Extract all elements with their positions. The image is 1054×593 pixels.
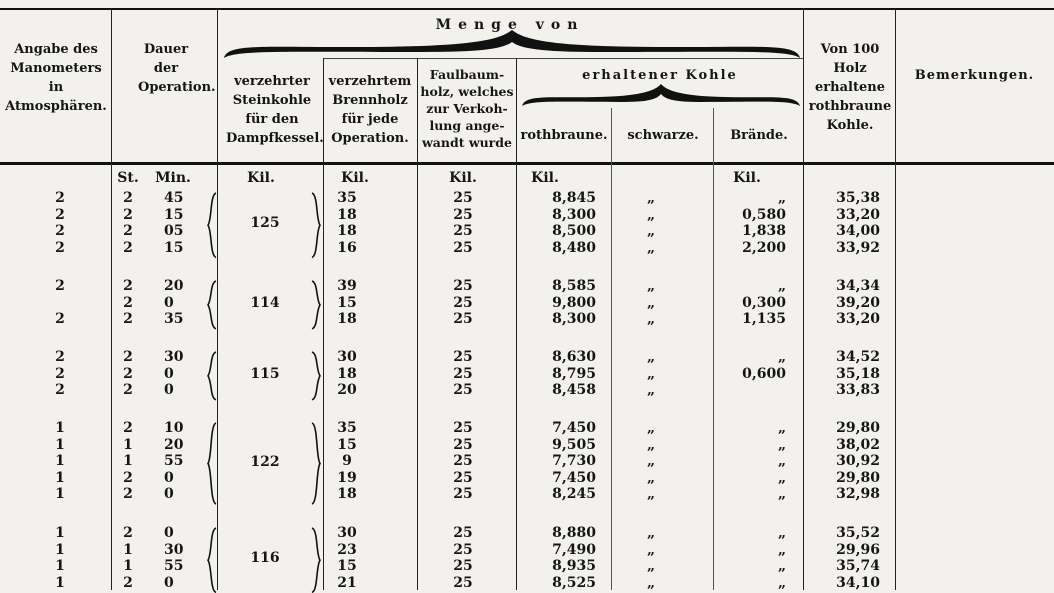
col-divider (417, 58, 418, 590)
cell-braende: „ (777, 349, 786, 365)
cell-min: 30 (164, 349, 184, 365)
left-brace-icon (206, 527, 218, 593)
cell-min: 0 (164, 574, 174, 591)
cell-schw: „ (646, 190, 656, 206)
cell-schw: „ (646, 469, 656, 486)
right-brace-icon (310, 280, 322, 330)
cell-atm: 1 (55, 574, 65, 591)
cell-schw: „ (646, 382, 656, 399)
cell-faul: 25 (453, 190, 473, 206)
cell-roth: 8,245 (552, 486, 596, 503)
cell-min: 0 (164, 525, 174, 541)
cell-min: 0 (164, 294, 174, 311)
cell-brenn: 18 (337, 311, 357, 328)
cell-brenn: 35 (337, 190, 357, 206)
col-divider (895, 10, 896, 590)
cell-min: 55 (164, 558, 184, 575)
cell-pct: 34,52 (836, 349, 880, 365)
cell-st: 2 (123, 190, 133, 206)
cell-faul: 25 (453, 436, 473, 453)
steinkohle-cell: 114 (250, 294, 280, 311)
cell-braende: „ (777, 278, 786, 294)
cell-roth: 7,730 (552, 453, 596, 470)
cell-atm: 2 (55, 239, 65, 256)
cell-braende: „ (777, 541, 786, 558)
steinkohle-cell: 115 (250, 365, 280, 382)
cell-st: 2 (123, 486, 133, 503)
cell-braende: 1,135 (742, 311, 786, 328)
col-divider (111, 10, 112, 590)
cell-pct: 33,92 (836, 239, 880, 256)
cell-pct: 34,34 (836, 278, 880, 294)
cell-atm: 1 (55, 453, 65, 470)
cell-pct: 29,80 (836, 420, 880, 436)
cell-atm: 2 (55, 382, 65, 399)
header-bemerkungen: Bemerkungen. (914, 68, 1035, 83)
cell-roth: 8,585 (552, 278, 596, 294)
cell-min: 45 (164, 190, 184, 206)
left-brace-icon (206, 192, 218, 258)
cell-faul: 25 (453, 365, 473, 382)
cell-st: 2 (123, 574, 133, 591)
cell-pct: 32,98 (836, 486, 880, 503)
col-divider (803, 10, 804, 590)
cell-pct: 38,02 (836, 436, 880, 453)
cell-st: 1 (123, 453, 133, 470)
cell-roth: 8,525 (552, 574, 596, 591)
cell-min: 0 (164, 469, 174, 486)
cell-schw: „ (646, 294, 656, 311)
cell-min: 0 (164, 365, 174, 382)
cell-braende: „ (777, 469, 786, 486)
cell-faul: 25 (453, 525, 473, 541)
cell-roth: 8,300 (552, 311, 596, 328)
cell-atm: 1 (55, 541, 65, 558)
cell-pct: 33,20 (836, 311, 880, 328)
cell-brenn: 18 (337, 486, 357, 503)
steinkohle-cell: 116 (250, 550, 280, 567)
header-steinkohle: verzehrter Steinkohle für den Dampfkessel. (226, 74, 324, 146)
cell-faul: 25 (453, 311, 473, 328)
cell-faul: 25 (453, 206, 473, 223)
cell-roth: 7,450 (552, 420, 596, 436)
cell-atm: 1 (55, 469, 65, 486)
cell-atm: 2 (55, 223, 65, 240)
cell-faul: 25 (453, 294, 473, 311)
steinkohle-cell: 125 (250, 215, 280, 232)
cell-faul: 25 (453, 278, 473, 294)
header-brennholz: verzehrtem Brennholz für jede Operation. (328, 74, 412, 146)
cell-roth: 9,800 (552, 294, 596, 311)
cell-atm: 1 (55, 436, 65, 453)
cell-pct: 29,96 (836, 541, 880, 558)
cell-roth: 8,795 (552, 365, 596, 382)
cell-schw: „ (646, 239, 656, 256)
cell-roth: 8,845 (552, 190, 596, 206)
cell-schw: „ (646, 453, 656, 470)
cell-atm: 1 (55, 525, 65, 541)
cell-braende: „ (777, 453, 786, 470)
cell-faul: 25 (453, 223, 473, 240)
header-manometer: Angabe des Manometers in Atmosphären. (5, 42, 107, 114)
unit-kil-rothbraune: Kil. (531, 170, 559, 186)
cell-brenn: 16 (337, 239, 357, 256)
cell-brenn: 15 (337, 436, 357, 453)
cell-pct: 35,52 (836, 525, 880, 541)
cell-min: 15 (164, 239, 184, 256)
cell-st: 2 (123, 365, 133, 382)
cell-braende: „ (777, 190, 786, 206)
cell-braende: 0,580 (742, 206, 786, 223)
cell-roth: 8,458 (552, 382, 596, 399)
cell-atm: 2 (55, 190, 65, 206)
cell-schw: „ (646, 486, 656, 503)
cell-st: 2 (123, 469, 133, 486)
cell-brenn: 21 (337, 574, 357, 591)
cell-brenn: 9 (342, 453, 352, 470)
cell-schw: „ (646, 365, 656, 382)
cell-min: 20 (164, 278, 184, 294)
cell-st: 2 (123, 382, 133, 399)
cell-faul: 25 (453, 239, 473, 256)
left-brace-icon (206, 351, 218, 401)
cell-brenn: 39 (337, 278, 357, 294)
cell-st: 1 (123, 436, 133, 453)
steinkohle-cell: 122 (250, 453, 280, 470)
cell-schw: „ (646, 574, 656, 591)
cell-brenn: 20 (337, 382, 357, 399)
cell-faul: 25 (453, 574, 473, 591)
cell-schw: „ (646, 349, 656, 365)
cell-schw: „ (646, 558, 656, 575)
cell-min: 10 (164, 420, 184, 436)
cell-pct: 33,83 (836, 382, 880, 399)
unit-kil-braende: Kil. (733, 170, 761, 186)
right-brace-icon (310, 351, 322, 401)
cell-faul: 25 (453, 382, 473, 399)
cell-atm: 1 (55, 558, 65, 575)
cell-faul: 25 (453, 349, 473, 365)
cell-braende: 0,600 (742, 365, 786, 382)
cell-roth: 8,500 (552, 223, 596, 240)
cell-pct: 34,00 (836, 223, 880, 240)
cell-roth: 8,480 (552, 239, 596, 256)
cell-atm: 1 (55, 486, 65, 503)
cell-st: 2 (123, 525, 133, 541)
cell-schw: „ (646, 311, 656, 328)
cell-pct: 33,20 (836, 206, 880, 223)
cell-roth: 8,935 (552, 558, 596, 575)
right-brace-icon (310, 422, 322, 505)
cell-st: 2 (123, 294, 133, 311)
cell-braende: 0,300 (742, 294, 786, 311)
cell-roth: 8,880 (552, 525, 596, 541)
header-menge-von: Menge von (435, 17, 585, 33)
cell-st: 2 (123, 420, 133, 436)
cell-pct: 29,80 (836, 469, 880, 486)
header-von-100-holz: Von 100 Holz erhaltene rothbraune Kohle. (808, 42, 892, 133)
right-brace-icon (310, 527, 322, 593)
cell-min: 05 (164, 223, 184, 240)
cell-brenn: 18 (337, 206, 357, 223)
cell-atm: 2 (55, 206, 65, 223)
header-faulbaumholz: Faulbaum-holz, welches zur Verkoh-lung ange-wandt wurde (420, 67, 514, 150)
cell-st: 2 (123, 278, 133, 294)
cell-st: 2 (123, 349, 133, 365)
cell-braende: „ (777, 486, 786, 503)
cell-roth: 8,300 (552, 206, 596, 223)
header-dauer: Dauer der Operation. (138, 42, 216, 95)
cell-brenn: 30 (337, 349, 357, 365)
right-brace-icon (310, 192, 322, 258)
cell-min: 20 (164, 436, 184, 453)
cell-schw: „ (646, 436, 656, 453)
cell-atm: 2 (55, 278, 65, 294)
left-brace-icon (206, 422, 218, 505)
cell-roth: 7,490 (552, 541, 596, 558)
cell-braende: „ (777, 436, 786, 453)
cell-braende: „ (777, 558, 786, 575)
cell-st: 1 (123, 558, 133, 575)
cell-roth: 8,630 (552, 349, 596, 365)
cell-pct: 39,20 (836, 294, 880, 311)
menge-brace-icon (222, 28, 802, 62)
cell-schw: „ (646, 541, 656, 558)
header-rothbraune: rothbraune. (520, 128, 608, 143)
cell-brenn: 35 (337, 420, 357, 436)
cell-min: 0 (164, 486, 174, 503)
header-schwarze: schwarze. (627, 128, 699, 143)
unit-st: St. (117, 170, 139, 186)
cell-schw: „ (646, 278, 656, 294)
cell-brenn: 23 (337, 541, 357, 558)
cell-atm: 2 (55, 349, 65, 365)
cell-pct: 34,10 (836, 574, 880, 591)
cell-min: 55 (164, 453, 184, 470)
cell-braende: 1,838 (742, 223, 786, 240)
unit-kil-brennholz: Kil. (341, 170, 369, 186)
left-brace-icon (206, 280, 218, 330)
col-divider (611, 108, 612, 590)
cell-pct: 35,74 (836, 558, 880, 575)
cell-st: 2 (123, 223, 133, 240)
cell-brenn: 15 (337, 558, 357, 575)
cell-brenn: 19 (337, 469, 357, 486)
cell-roth: 7,450 (552, 469, 596, 486)
cell-atm: 1 (55, 420, 65, 436)
cell-braende: „ (777, 420, 786, 436)
header-braende: Brände. (730, 128, 788, 143)
cell-min: 30 (164, 541, 184, 558)
cell-schw: „ (646, 525, 656, 541)
cell-brenn: 18 (337, 365, 357, 382)
cell-min: 15 (164, 206, 184, 223)
cell-pct: 35,38 (836, 190, 880, 206)
cell-braende: „ (777, 574, 786, 591)
cell-brenn: 18 (337, 223, 357, 240)
cell-brenn: 30 (337, 525, 357, 541)
cell-faul: 25 (453, 541, 473, 558)
cell-roth: 9,505 (552, 436, 596, 453)
cell-braende: „ (777, 525, 786, 541)
cell-pct: 30,92 (836, 453, 880, 470)
cell-atm: 2 (55, 365, 65, 382)
cell-pct: 35,18 (836, 365, 880, 382)
unit-min: Min. (155, 170, 191, 186)
cell-st: 2 (123, 311, 133, 328)
col-divider (713, 108, 714, 590)
unit-kil-steinkohle: Kil. (247, 170, 275, 186)
col-divider (516, 58, 517, 590)
cell-st: 2 (123, 206, 133, 223)
cell-faul: 25 (453, 558, 473, 575)
cell-faul: 25 (453, 486, 473, 503)
cell-faul: 25 (453, 469, 473, 486)
cell-schw: „ (646, 223, 656, 240)
cell-min: 35 (164, 311, 184, 328)
cell-st: 2 (123, 239, 133, 256)
header-erhaltener-kohle: erhaltener Kohle (582, 68, 738, 83)
cell-min: 0 (164, 382, 174, 399)
cell-brenn: 15 (337, 294, 357, 311)
cell-atm: 2 (55, 311, 65, 328)
cell-schw: „ (646, 206, 656, 223)
cell-braende: 2,200 (742, 239, 786, 256)
kohle-brace-icon (520, 82, 802, 110)
cell-faul: 25 (453, 420, 473, 436)
cell-schw: „ (646, 420, 656, 436)
unit-kil-faulbaumholz: Kil. (449, 170, 477, 186)
cell-st: 1 (123, 541, 133, 558)
cell-faul: 25 (453, 453, 473, 470)
